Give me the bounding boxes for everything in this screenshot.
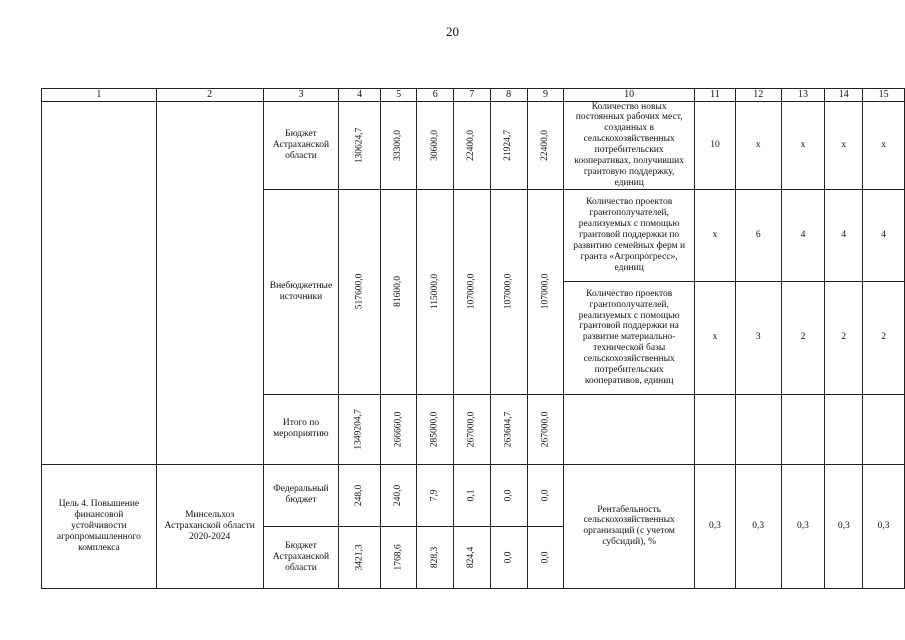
value-cell	[380, 101, 417, 189]
value-cell	[527, 394, 564, 464]
value-cell	[454, 394, 491, 464]
value-cell	[490, 464, 527, 526]
header-row	[42, 89, 905, 102]
value-text: 267000,0	[540, 411, 551, 448]
header-cell: 13	[781, 89, 825, 102]
value-cell	[490, 101, 527, 189]
result-cell: 0,3	[695, 464, 736, 588]
value-text: 30600,0	[429, 129, 440, 161]
goal-cell: Цель 4. Повышение финансовой устойчивости агропромышленного комплекса	[42, 464, 157, 588]
goal-cell-empty	[42, 101, 157, 464]
header-cell: 9	[527, 89, 564, 102]
result-cell-empty	[735, 394, 781, 464]
value-text: 22400,0	[540, 129, 551, 161]
result-cell: 4	[863, 189, 905, 281]
header-cell: 1	[42, 89, 157, 102]
value-cell	[339, 394, 380, 464]
value-cell	[490, 394, 527, 464]
value-text: 0,0	[540, 489, 551, 502]
result-cell: x	[695, 281, 736, 394]
header-cell: 12	[735, 89, 781, 102]
value-cell	[417, 464, 454, 526]
value-text: 1349204,7	[354, 409, 365, 450]
value-cell	[417, 526, 454, 588]
value-text: 107000,0	[540, 274, 551, 310]
header-cell: 10	[564, 89, 695, 102]
result-cell: 6	[735, 189, 781, 281]
header-cell: 6	[417, 89, 454, 102]
value-cell	[454, 464, 491, 526]
value-text: 3421,3	[354, 544, 365, 571]
result-cell: x	[825, 101, 863, 189]
source-cell: Федеральный бюджет	[263, 464, 339, 526]
result-cell-empty	[863, 394, 905, 464]
header-cell: 2	[156, 89, 263, 102]
source-cell: Итого по мероприятию	[263, 394, 339, 464]
source-cell: Бюджет Астраханской области	[263, 526, 339, 588]
result-cell: 2	[863, 281, 905, 394]
header-cell: 14	[825, 89, 863, 102]
result-cell: 10	[695, 101, 736, 189]
indicator-cell: Количество проектов грантополучателей, реализуемых с помощью грантовой поддержки на развитие материально-технической базы сельскохозяйственных потребительских кооперативов, единиц	[564, 281, 695, 394]
value-cell	[339, 101, 380, 189]
result-cell-empty	[825, 394, 863, 464]
value-text: 0,0	[540, 551, 551, 564]
value-text: 107000,0	[503, 274, 514, 310]
value-text: 285000,0	[429, 411, 440, 448]
value-text: 130624,7	[354, 127, 365, 163]
result-cell-empty	[781, 394, 825, 464]
value-cell	[417, 394, 454, 464]
value-text: 824,4	[466, 546, 477, 569]
value-text: 266660,0	[393, 411, 404, 448]
result-cell: x	[781, 101, 825, 189]
page-number: 20	[446, 24, 459, 39]
value-cell	[380, 526, 417, 588]
value-text: 33300,0	[393, 129, 404, 161]
value-cell	[454, 189, 491, 394]
header-cell: 5	[380, 89, 417, 102]
value-cell	[454, 101, 491, 189]
indicator-cell: Количество проектов грантополучателей, реализуемых с помощью грантовой поддержки по развитию семейных ферм и гранта «Агропрогресс», единиц	[564, 189, 695, 281]
header-cell: 3	[263, 89, 339, 102]
result-cell-empty	[695, 394, 736, 464]
value-cell	[417, 189, 454, 394]
indicator-cell: Рентабельность сельскохозяйственных организаций (с учетом субсидий), %	[564, 464, 695, 588]
value-cell	[527, 526, 564, 588]
result-cell: x	[695, 189, 736, 281]
result-cell: 4	[781, 189, 825, 281]
result-cell: 2	[825, 281, 863, 394]
indicator-cell: Количество новых постоянных рабочих мест, созданных в сельскохозяйственных потребительских кооперативах, получивших грантовую поддержку, единиц	[564, 101, 695, 189]
value-cell	[380, 189, 417, 394]
indicator-cell-empty	[564, 394, 695, 464]
result-cell: 0,3	[735, 464, 781, 588]
value-text: 115000,0	[429, 274, 440, 310]
value-cell	[339, 189, 380, 394]
table-row	[42, 464, 905, 526]
program-table	[41, 88, 905, 589]
value-cell	[339, 526, 380, 588]
result-cell: 0,3	[825, 464, 863, 588]
value-cell	[490, 526, 527, 588]
header-cell: 8	[490, 89, 527, 102]
executor-cell: Минсельхоз Астраханской области 2020-2024	[156, 464, 263, 588]
result-cell: 0,3	[781, 464, 825, 588]
value-text: 22400,0	[466, 129, 477, 161]
value-text: 21924,7	[503, 129, 514, 161]
value-text: 240,0	[393, 484, 404, 507]
value-text: 0,0	[503, 551, 514, 564]
value-text: 1768,6	[393, 544, 404, 571]
value-text: 248,0	[354, 484, 365, 507]
source-cell: Внебюджетные источники	[263, 189, 339, 394]
value-cell	[527, 101, 564, 189]
value-text: 81600,0	[393, 276, 404, 308]
value-cell	[527, 464, 564, 526]
executor-cell-empty	[156, 101, 263, 464]
result-cell: 2	[781, 281, 825, 394]
table-row	[42, 101, 905, 189]
value-text: 0,0	[503, 489, 514, 502]
value-cell	[527, 189, 564, 394]
result-cell: 3	[735, 281, 781, 394]
value-cell	[454, 526, 491, 588]
value-cell	[490, 189, 527, 394]
value-text: 7,9	[429, 489, 440, 502]
value-text: 517600,0	[354, 274, 365, 310]
header-cell: 7	[454, 89, 491, 102]
header-cell: 11	[695, 89, 736, 102]
value-text: 828,3	[429, 546, 440, 569]
value-cell	[417, 101, 454, 189]
source-cell: Бюджет Астраханской области	[263, 101, 339, 189]
header-cell: 4	[339, 89, 380, 102]
header-cell: 15	[863, 89, 905, 102]
result-cell: 0,3	[863, 464, 905, 588]
value-text: 263604,7	[503, 411, 514, 448]
result-cell: x	[735, 101, 781, 189]
value-cell	[380, 464, 417, 526]
value-text: 0,1	[466, 489, 477, 502]
value-cell	[339, 464, 380, 526]
value-text: 107000,0	[466, 274, 477, 310]
result-cell: x	[863, 101, 905, 189]
value-text: 267000,0	[466, 411, 477, 448]
value-cell	[380, 394, 417, 464]
result-cell: 4	[825, 189, 863, 281]
